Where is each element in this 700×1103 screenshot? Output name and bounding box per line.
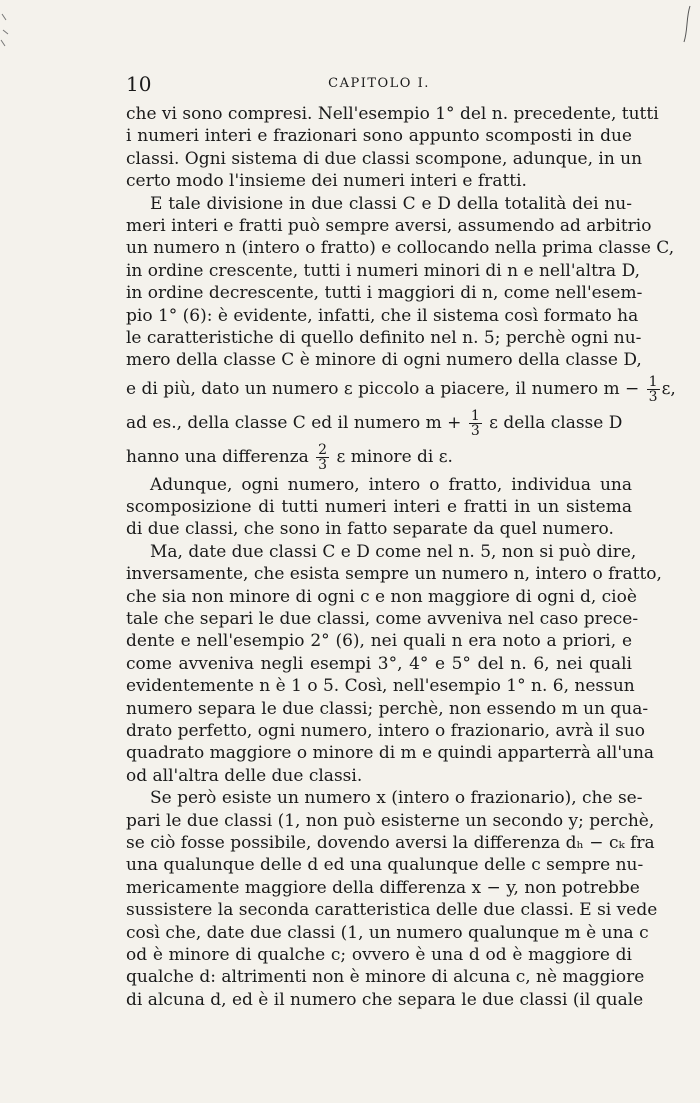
text-line: Se però esiste un numero x (intero o frazionario), che se- xyxy=(150,788,643,809)
text-line: così che, date due classi (1, un numero qualunque m è una c xyxy=(126,922,649,943)
formula-text: hanno una differenza xyxy=(126,446,309,467)
text-line: di due classi, che sono in fatto separate da quel numero. xyxy=(126,519,614,540)
text-line: Ma, date due classi C e D come nel n. 5, non si può dire, xyxy=(150,541,637,562)
page-body xyxy=(126,103,676,1011)
fraction-one-third: $\frac{1}{3}$ xyxy=(470,407,480,439)
formula-line xyxy=(126,372,676,406)
text-line: classi. Ogni sistema di due classi scompone, adunque, in un xyxy=(126,148,643,169)
text-line: drato perfetto, ogni numero, intero o frazionario, avrà il suo xyxy=(126,720,646,741)
formula-line xyxy=(126,406,632,440)
page-header xyxy=(126,72,632,96)
text-line: tale che separi le due classi, come avveniva nel caso prece- xyxy=(126,609,639,630)
text-line: le caratteristiche di quello definito nel n. 5; perchè ogni nu- xyxy=(126,327,642,348)
text-line: che vi sono compresi. Nell'esempio 1° del n. precedente, tutti xyxy=(126,104,659,124)
text-line: Adunque, ogni numero, intero o fratto, individua una xyxy=(150,474,632,495)
scan-speck xyxy=(0,10,14,50)
text-line: un numero n (intero o fratto) e collocando nella prima classe C, xyxy=(126,238,675,259)
text-line: dente e nell'esempio 2° (6), nei quali n era noto a priori, e xyxy=(126,631,632,652)
scan-edge-mark xyxy=(676,4,696,44)
page-number: 10 xyxy=(126,72,152,96)
text-line: sussistere la seconda caratteristica delle due classi. E si vede xyxy=(126,900,658,921)
formula-text: ε, xyxy=(661,378,676,399)
formula-line xyxy=(126,440,632,474)
formula-text: ad es., della classe C ed il numero m + xyxy=(126,412,462,433)
text-line: meri interi e fratti può sempre aversi, assumendo ad arbitrio xyxy=(126,215,652,236)
text-line: i numeri interi e frazionari sono appunto scomposti in due xyxy=(126,126,632,147)
text-line: pari le due classi (1, non può esisterne un secondo y; perchè, xyxy=(126,810,655,831)
text-line: quadrato maggiore o minore di m e quindi apparterrà all'una xyxy=(126,743,655,764)
text-line: E tale divisione in due classi C e D della totalità dei nu- xyxy=(150,193,632,214)
formula-text: e di più, dato un numero ε piccolo a piacere, il numero m − xyxy=(126,378,640,399)
text-line: certo modo l'insieme dei numeri interi e fratti. xyxy=(126,171,527,192)
text-line: evidentemente n è 1 o 5. Così, nell'esempio 1° n. 6, nessun xyxy=(126,676,635,697)
text-line: od all'altra delle due classi. xyxy=(126,765,363,786)
running-head: CAPITOLO I. xyxy=(328,76,430,91)
text-line: che sia non minore di ogni c e non maggiore di ogni d, cioè xyxy=(126,586,637,607)
text-line: numero separa le due classi; perchè, non essendo m un qua- xyxy=(126,698,649,719)
text-line: come avveniva negli esempi 3°, 4° e 5° del n. 6, nei quali xyxy=(126,653,632,674)
fraction-one-third: $\frac{1}{3}$ xyxy=(648,373,658,405)
fraction-two-thirds: $\frac{2}{3}$ xyxy=(318,441,328,473)
text-line: od è minore di qualche c; ovvero è una d od è maggiore di xyxy=(126,944,632,965)
text-line: scomposizione di tutti numeri interi e fratti in un sistema xyxy=(126,497,632,518)
text-line: qualche d: altrimenti non è minore di alcuna c, nè maggiore xyxy=(126,967,645,988)
text-line: una qualunque delle d ed una qualunque delle c sempre nu- xyxy=(126,855,644,876)
text-line: se ciò fosse possibile, dovendo aversi la differenza dₕ − cₖ fra xyxy=(126,832,655,853)
text-line: pio 1° (6): è evidente, infatti, che il sistema così formato ha xyxy=(126,305,639,326)
text-line: inversamente, che esista sempre un numero n, intero o fratto, xyxy=(126,564,662,585)
text-line: di alcuna d, ed è il numero che separa le due classi (il quale xyxy=(126,989,644,1010)
text-line: in ordine crescente, tutti i numeri minori di n e nell'altra D, xyxy=(126,260,641,281)
formula-text: ε della classe D xyxy=(489,412,623,433)
text-line: mero della classe C è minore di ogni numero della classe D, xyxy=(126,350,642,371)
formula-text: ε minore di ε. xyxy=(336,446,453,467)
text-line: in ordine decrescente, tutti i maggiori di n, come nell'esem- xyxy=(126,283,643,304)
text-line: mericamente maggiore della differenza x − y, non potrebbe xyxy=(126,877,640,898)
